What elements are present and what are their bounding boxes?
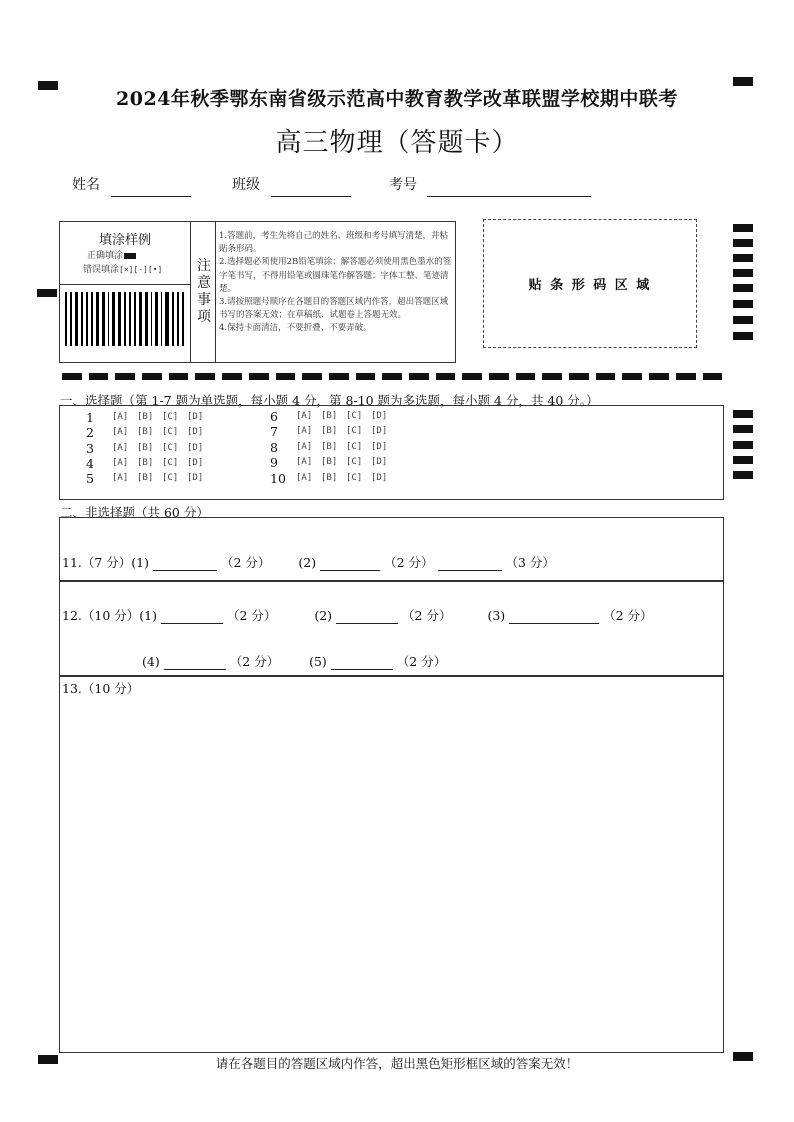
option-d[interactable]: [D] xyxy=(371,411,388,421)
note-item: 2.选择题必须使用2B铅笔填涂；解答题必须使用黑色墨水的签字笔书写，不得用铅笔或圆珠笔作解答题：字体工整、笔迹清楚。 xyxy=(219,257,452,294)
barcode-sticker-area[interactable] xyxy=(483,219,697,348)
option-a[interactable]: [A] xyxy=(112,427,129,437)
option-c[interactable]: [C] xyxy=(162,443,179,453)
mcq-row xyxy=(270,408,396,424)
question-number: 10 xyxy=(270,470,286,486)
q11-part3-blank[interactable] xyxy=(438,556,502,571)
q12-row-2 xyxy=(142,652,446,670)
q12-part1-blank[interactable] xyxy=(161,609,223,624)
option-b[interactable]: [B] xyxy=(321,426,338,436)
mcq-row xyxy=(86,470,212,486)
option-d[interactable]: [D] xyxy=(371,457,388,467)
filled-box-icon xyxy=(124,253,136,259)
q12-part2-blank[interactable] xyxy=(336,609,398,624)
divider xyxy=(215,221,216,362)
option-c[interactable]: [C] xyxy=(162,412,179,422)
option-b[interactable]: [B] xyxy=(321,473,338,483)
mcq-row xyxy=(86,455,212,471)
mcq-row xyxy=(86,424,212,440)
option-c[interactable]: [C] xyxy=(346,426,363,436)
note-item: 4.保持卡面清洁，不要折叠、不要弄破。 xyxy=(219,323,372,334)
option-b[interactable]: [B] xyxy=(137,443,154,453)
option-d[interactable]: [D] xyxy=(371,473,388,483)
exam-no-field[interactable] xyxy=(427,196,591,197)
option-c[interactable]: [C] xyxy=(162,458,179,468)
q11-label: 11.（7 分）(1) xyxy=(62,555,150,570)
option-d[interactable]: [D] xyxy=(187,443,204,453)
q11-part1-points: （2 分） xyxy=(220,555,271,570)
mcq-row xyxy=(270,470,396,486)
option-a[interactable]: [A] xyxy=(296,426,313,436)
q13-label: 13.（10 分） xyxy=(62,681,140,696)
q12-row-1 xyxy=(62,606,653,624)
option-b[interactable]: [B] xyxy=(321,411,338,421)
separator-bar xyxy=(62,373,722,380)
q11-row xyxy=(62,553,555,571)
q12-part2-label: (2) xyxy=(314,608,333,623)
q12-label: 12.（10 分）(1) xyxy=(62,608,157,623)
question-number: 1 xyxy=(86,409,94,425)
question-number: 5 xyxy=(86,470,94,486)
q13-answer-area[interactable] xyxy=(59,675,724,1053)
q12-part3-points: （2 分） xyxy=(603,608,653,623)
sample-wrong-label: 错误填涂 xyxy=(83,265,120,275)
option-d[interactable]: [D] xyxy=(371,426,388,436)
notes-list xyxy=(219,230,452,336)
q11-part2-blank[interactable] xyxy=(320,556,380,571)
sample-correct-label: 正确填涂 xyxy=(87,251,124,261)
option-c[interactable]: [C] xyxy=(346,457,363,467)
name-label: 姓名 xyxy=(72,177,100,193)
question-number: 4 xyxy=(86,455,94,471)
q12-part3-blank[interactable] xyxy=(509,609,599,624)
mcq-row xyxy=(270,423,396,439)
q12-part5-label: (5) xyxy=(309,654,327,669)
option-b[interactable]: [B] xyxy=(321,442,338,452)
option-d[interactable]: [D] xyxy=(371,442,388,452)
option-a[interactable]: [A] xyxy=(112,473,129,483)
question-number: 9 xyxy=(270,454,278,470)
option-a[interactable]: [A] xyxy=(112,443,129,453)
option-a[interactable]: [A] xyxy=(296,457,313,467)
mcq-row xyxy=(86,409,212,425)
question-number: 6 xyxy=(270,408,278,424)
class-field[interactable] xyxy=(271,196,351,197)
note-item: 3.请按照题号顺序在各题目的答题区域内作答，超出答题区域书写的答案无效；在草稿纸、试题卷上答题无效。 xyxy=(219,297,449,321)
class-label: 班级 xyxy=(232,177,260,193)
q11-part2-label: (2) xyxy=(298,555,317,570)
option-b[interactable]: [B] xyxy=(321,457,338,467)
sheet-title: 高三物理（答题卡） xyxy=(275,128,519,158)
mcq-row xyxy=(86,440,212,456)
mcq-row xyxy=(270,439,396,455)
option-a[interactable]: [A] xyxy=(296,442,313,452)
option-c[interactable]: [C] xyxy=(162,473,179,483)
option-b[interactable]: [B] xyxy=(137,427,154,437)
notes-title: 注意事项 xyxy=(197,258,211,325)
option-d[interactable]: [D] xyxy=(187,473,204,483)
option-a[interactable]: [A] xyxy=(296,411,313,421)
option-b[interactable]: [B] xyxy=(137,473,154,483)
q12-part3-label: (3) xyxy=(487,608,506,623)
sample-correct xyxy=(87,248,136,261)
option-d[interactable]: [D] xyxy=(187,427,204,437)
exam-title: 2024年秋季鄂东南省级示范高中教育教学改革联盟学校期中联考 xyxy=(116,88,678,110)
option-b[interactable]: [B] xyxy=(137,412,154,422)
mcq-row xyxy=(270,454,396,470)
q12-part5-points: （2 分） xyxy=(396,654,447,669)
option-c[interactable]: [C] xyxy=(162,427,179,437)
q12-part4-points: （2 分） xyxy=(229,654,280,669)
option-c[interactable]: [C] xyxy=(346,442,363,452)
question-number: 7 xyxy=(270,423,278,439)
divider xyxy=(59,284,190,285)
divider xyxy=(190,221,191,362)
exam-no-label: 考号 xyxy=(389,177,417,193)
option-d[interactable]: [D] xyxy=(187,412,204,422)
sample-wrong-glyphs: [×][-][•] xyxy=(119,265,163,274)
option-a[interactable]: [A] xyxy=(296,473,313,483)
option-b[interactable]: [B] xyxy=(137,458,154,468)
footer-warning: 请在各题目的答题区域内作答，超出黑色矩形框区域的答案无效！ xyxy=(215,1056,579,1071)
sample-wrong xyxy=(83,262,162,275)
option-c[interactable]: [C] xyxy=(346,411,363,421)
question-number: 2 xyxy=(86,424,94,440)
q12-part1-points: （2 分） xyxy=(226,608,277,623)
question-number: 3 xyxy=(86,440,94,456)
section2-heading: 二、非选择题（共 60 分） xyxy=(60,505,209,520)
note-item: 1.答题前，考生先将自己的姓名、班级和考号填写清楚，并粘贴条形码。 xyxy=(219,231,449,255)
q12-part5-blank[interactable] xyxy=(331,655,393,670)
q12-part4-blank[interactable] xyxy=(164,655,226,670)
q11-part3-points: （3 分） xyxy=(505,555,555,570)
section1-heading: 一、选择题（第 1-7 题为单选题，每小题 4 分，第 8-10 题为多选题，每小题 4 分，共 40 分。） xyxy=(60,393,599,408)
option-d[interactable]: [D] xyxy=(187,458,204,468)
q11-part2-points: （2 分） xyxy=(384,555,434,570)
q11-part1-blank[interactable] xyxy=(153,556,217,571)
barcode-image xyxy=(65,292,187,346)
registration-mark-mid-left xyxy=(37,289,57,297)
name-field[interactable] xyxy=(111,196,191,197)
q12-part4-label: (4) xyxy=(142,654,160,669)
option-a[interactable]: [A] xyxy=(112,458,129,468)
q12-part2-points: （2 分） xyxy=(402,608,452,623)
question-number: 8 xyxy=(270,439,278,455)
q11-answer-area xyxy=(59,517,724,582)
option-a[interactable]: [A] xyxy=(112,412,129,422)
sample-title: 填涂样例 xyxy=(98,233,151,248)
option-c[interactable]: [C] xyxy=(346,473,363,483)
barcode-area-label: 贴 条 形 码 区 域 xyxy=(528,278,652,293)
